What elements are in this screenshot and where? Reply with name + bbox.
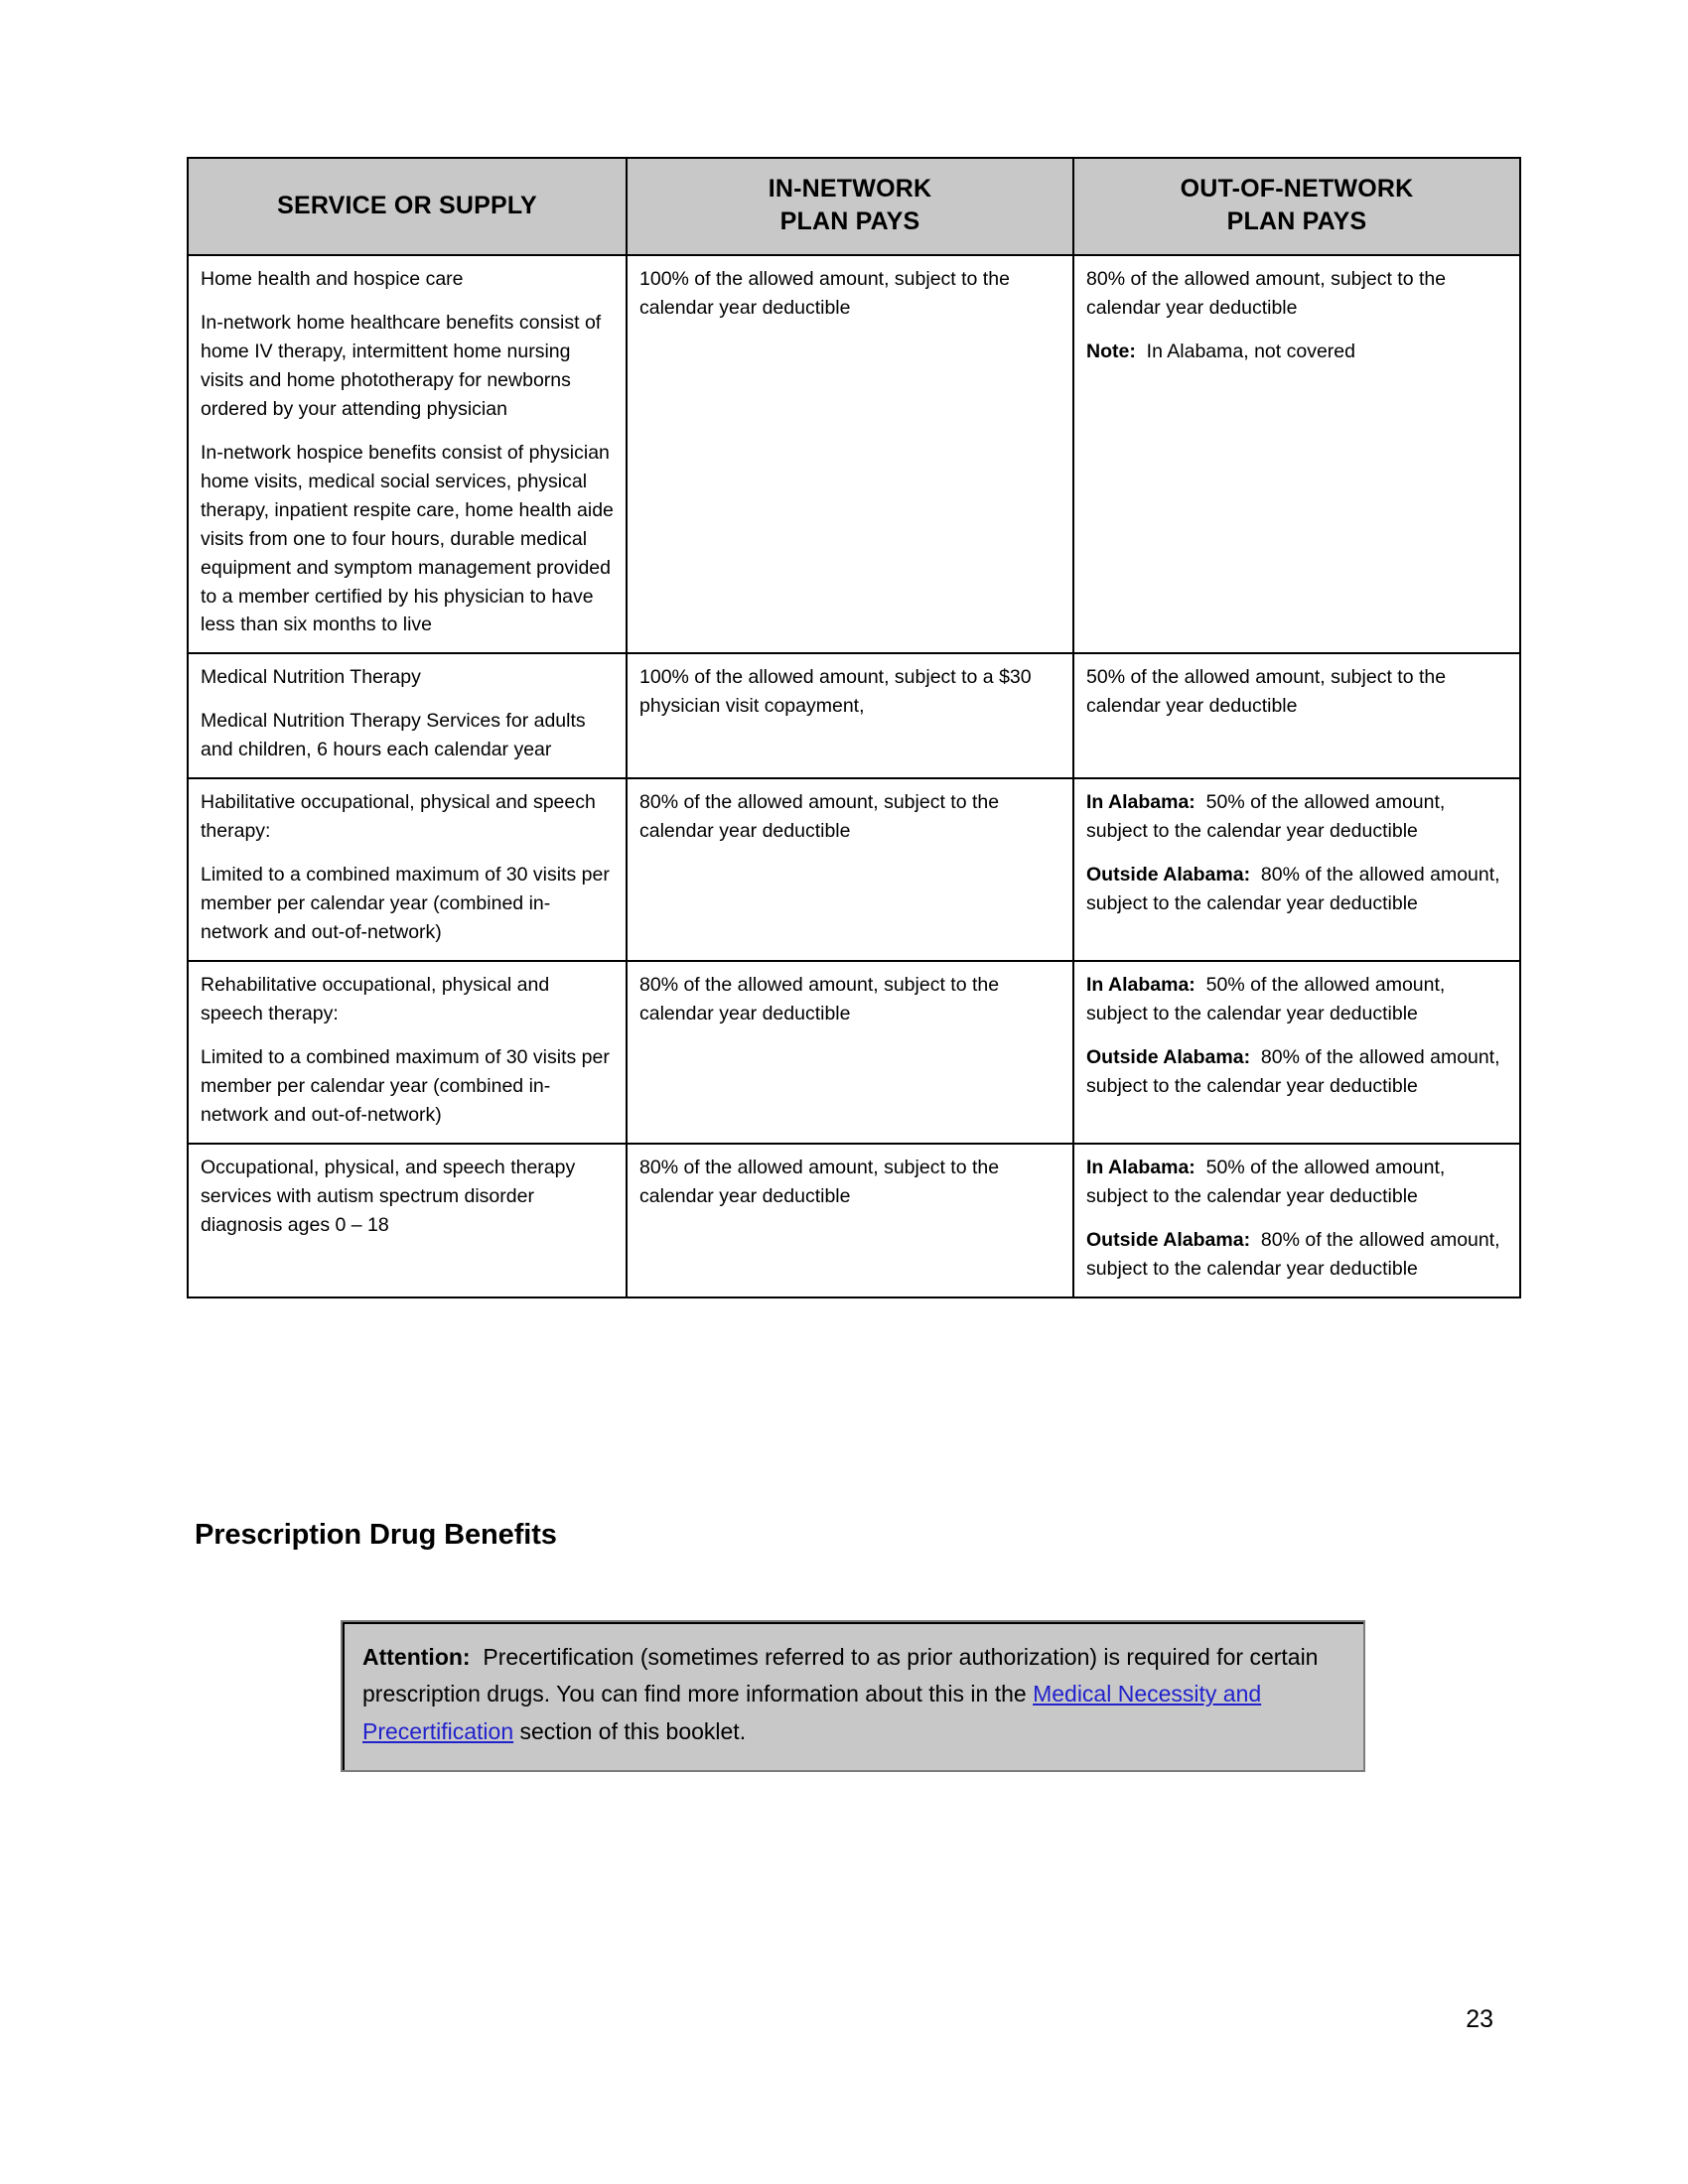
- outside-alabama-label: Outside Alabama:: [1086, 1228, 1251, 1251]
- service-detail: In-network home healthcare benefits consist of home IV therapy, intermittent home nursing visits and home phototherapy for newborns ordered by your attending physician: [201, 311, 602, 420]
- out-of-network-benefit: 80% of the allowed amount, subject to the calendar year deductible: [1086, 268, 1447, 319]
- cell-in-network-plan-pays: [627, 778, 1073, 961]
- out-of-network-in-alabama: [1086, 1154, 1507, 1211]
- medical-necessity-precertification-link[interactable]: Medical Necessity and Precertification: [362, 1681, 1262, 1744]
- out-of-network-outside-alabama: [1086, 861, 1507, 918]
- service-detail: Limited to a combined maximum of 30 visits per member per calendar year (combined in-network and out-of-network): [201, 864, 610, 944]
- service-detail: Limited to a combined maximum of 30 visits per member per calendar year (combined in-network and out-of-network): [201, 1045, 610, 1126]
- cell-in-network-plan-pays: [627, 961, 1073, 1144]
- note-text: In Alabama, not covered: [1146, 340, 1355, 362]
- service-title: Occupational, physical, and speech therapy services with autism spectrum disorder diagnosis ages 0 – 18: [201, 1156, 576, 1236]
- table-row: [188, 255, 1520, 653]
- cell-service-or-supply: [188, 255, 627, 653]
- out-of-network-note: [1086, 338, 1507, 366]
- in-network-benefit: 100% of the allowed amount, subject to a $30 physician visit copayment,: [639, 666, 1032, 718]
- outside-alabama-text: 80% of the allowed amount, subject to the calendar year deductible: [1086, 864, 1500, 915]
- attention-label: Attention:: [362, 1644, 471, 1670]
- service-detail: In-network hospice benefits consist of physician home visits, medical social services, physical therapy, inpatient respite care, home health aide visits from one to four hours, durable medical equipment and symptom management provided to a member certified by his physician to have less than six months to live: [201, 441, 614, 636]
- attention-text-after-link: section of this booklet.: [513, 1717, 747, 1744]
- service-title: Home health and hospice care: [201, 268, 464, 290]
- cell-out-of-network-plan-pays: [1073, 255, 1520, 653]
- cell-out-of-network-plan-pays: [1073, 653, 1520, 778]
- cell-service-or-supply: [188, 778, 627, 961]
- section-heading-prescription-drug-benefits: Prescription Drug Benefits: [195, 1519, 557, 1551]
- attention-text-before-link: Precertification (sometimes referred to as prior authorization) is required for certain prescription drugs. You can find more information about this in the: [362, 1644, 1319, 1707]
- cell-service-or-supply: [188, 961, 627, 1144]
- out-of-network-in-alabama: [1086, 971, 1507, 1028]
- table-row: [188, 961, 1520, 1144]
- service-detail: Medical Nutrition Therapy Services for adults and children, 6 hours each calendar year: [201, 710, 586, 761]
- table-body: [188, 255, 1520, 1297]
- service-title: Habilitative occupational, physical and speech therapy:: [201, 791, 596, 843]
- table-row: [188, 653, 1520, 778]
- service-title: Rehabilitative occupational, physical and speech therapy:: [201, 974, 550, 1025]
- out-of-network-benefit: 50% of the allowed amount, subject to the calendar year deductible: [1086, 666, 1447, 718]
- attention-callout-text: [362, 1639, 1343, 1750]
- outside-alabama-text: 80% of the allowed amount, subject to the calendar year deductible: [1086, 1045, 1500, 1097]
- cell-out-of-network-plan-pays: [1073, 1144, 1520, 1297]
- column-header-out-of-network-plan-pays: [1073, 158, 1520, 255]
- out-of-network-in-alabama: [1086, 788, 1507, 846]
- service-title: Medical Nutrition Therapy: [201, 666, 421, 689]
- outside-alabama-text: 80% of the allowed amount, subject to the calendar year deductible: [1086, 1228, 1500, 1280]
- column-header-in-network-plan-pays: [627, 158, 1073, 255]
- column-header-in-network-line1: IN-NETWORK: [768, 175, 932, 203]
- table-header: [188, 158, 1520, 255]
- in-alabama-text: 50% of the allowed amount, subject to the calendar year deductible: [1086, 791, 1446, 843]
- note-label: Note:: [1086, 340, 1136, 362]
- attention-callout-box: [341, 1620, 1365, 1772]
- page-number: 23: [1466, 2005, 1493, 2033]
- in-alabama-text: 50% of the allowed amount, subject to the calendar year deductible: [1086, 1156, 1446, 1207]
- cell-service-or-supply: [188, 653, 627, 778]
- column-header-out-of-network-line2: PLAN PAYS: [1226, 207, 1367, 235]
- in-network-benefit: 80% of the allowed amount, subject to the calendar year deductible: [639, 974, 1000, 1025]
- in-alabama-label: In Alabama:: [1086, 1156, 1196, 1178]
- out-of-network-outside-alabama: [1086, 1043, 1507, 1101]
- table-header-row: [188, 158, 1520, 255]
- in-alabama-label: In Alabama:: [1086, 974, 1196, 997]
- column-header-out-of-network-line1: OUT-OF-NETWORK: [1180, 175, 1414, 203]
- cell-out-of-network-plan-pays: [1073, 778, 1520, 961]
- table-row: [188, 1144, 1520, 1297]
- in-network-benefit: 80% of the allowed amount, subject to the calendar year deductible: [639, 791, 1000, 843]
- cell-in-network-plan-pays: [627, 653, 1073, 778]
- column-header-service-or-supply: [188, 158, 627, 255]
- cell-in-network-plan-pays: [627, 1144, 1073, 1297]
- outside-alabama-label: Outside Alabama:: [1086, 1045, 1251, 1068]
- column-header-in-network-line2: PLAN PAYS: [779, 207, 920, 235]
- in-network-benefit: 80% of the allowed amount, subject to the calendar year deductible: [639, 1156, 1000, 1207]
- column-header-service-line1: SERVICE OR SUPPLY: [277, 191, 537, 219]
- in-alabama-text: 50% of the allowed amount, subject to the calendar year deductible: [1086, 974, 1446, 1025]
- out-of-network-outside-alabama: [1086, 1226, 1507, 1284]
- benefits-table: [187, 157, 1521, 1298]
- cell-in-network-plan-pays: [627, 255, 1073, 653]
- cell-out-of-network-plan-pays: [1073, 961, 1520, 1144]
- cell-service-or-supply: [188, 1144, 627, 1297]
- in-network-benefit: 100% of the allowed amount, subject to the calendar year deductible: [639, 268, 1010, 319]
- table-row: [188, 778, 1520, 961]
- outside-alabama-label: Outside Alabama:: [1086, 864, 1251, 887]
- in-alabama-label: In Alabama:: [1086, 791, 1196, 814]
